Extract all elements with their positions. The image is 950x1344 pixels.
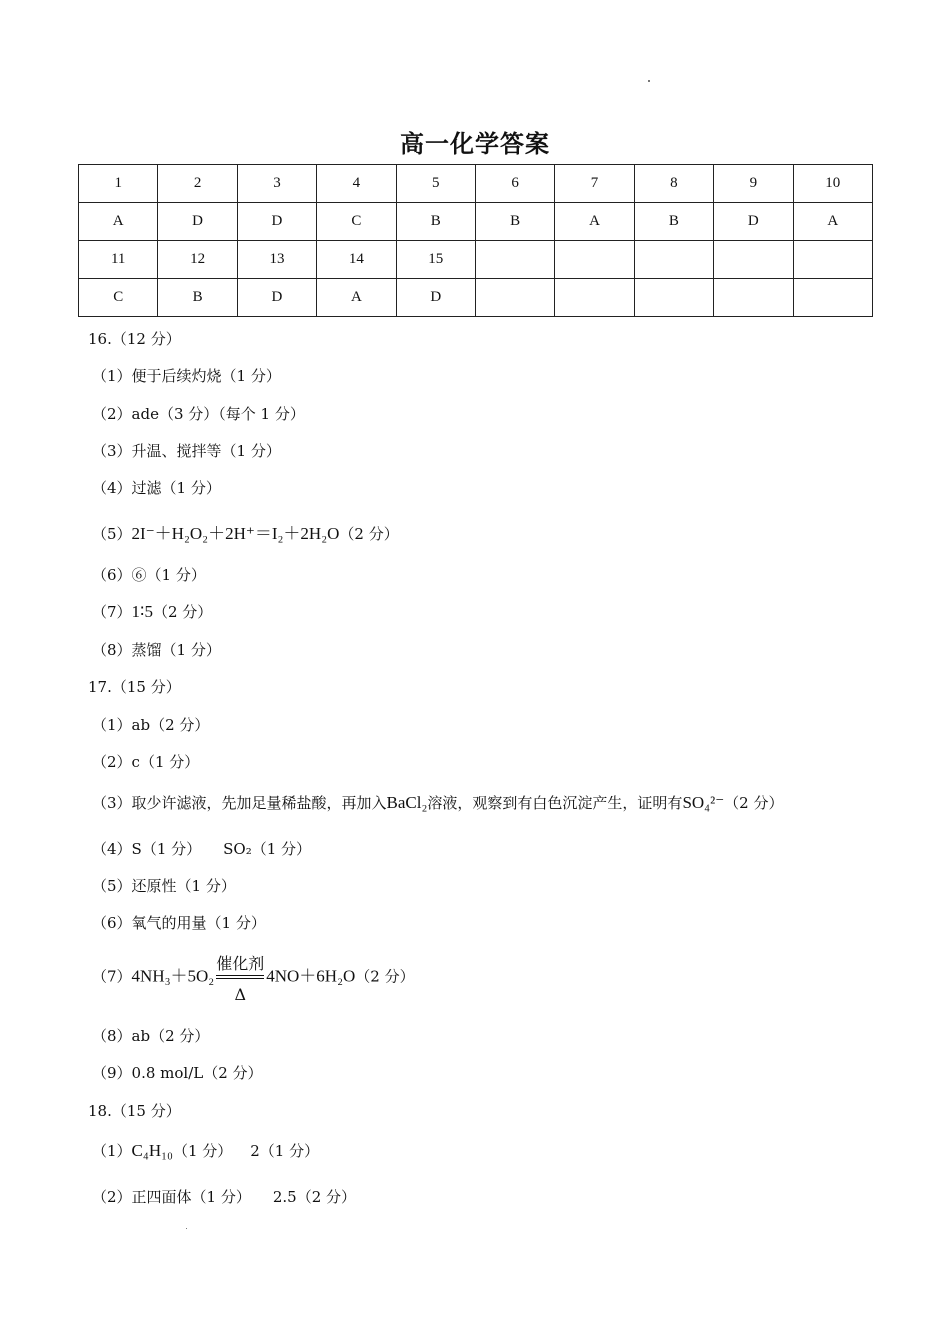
answer-table-cell: 2 — [158, 165, 237, 203]
answer-table-cell: A — [317, 279, 396, 317]
q18-answer-1-formula: C₄H₁₀ — [131, 1141, 173, 1160]
q17-answer-2: （2）c（1 分） — [92, 753, 200, 771]
answer-table-cell: B — [396, 203, 475, 241]
answer-table-cell — [793, 241, 872, 279]
q17-answer-7 — [92, 951, 415, 1004]
answer-table-cell: C — [79, 279, 158, 317]
answer-table-cell: 3 — [237, 165, 316, 203]
answer-table-row — [79, 241, 873, 279]
q16-answer-8: （8）蒸馏（1 分） — [92, 641, 221, 659]
q18-answer-1-label: （1） — [92, 1142, 132, 1160]
answer-table-cell: B — [634, 203, 713, 241]
answer-table-cell: D — [714, 203, 793, 241]
q18-header: 18.（15 分） — [88, 1102, 181, 1120]
q17-answer-3-mid: 溶液，观察到有白色沉淀产生，证明有 — [427, 794, 683, 812]
catalyst-label: 催化剂 — [216, 954, 265, 973]
q18-answer-2 — [92, 1186, 356, 1207]
reaction-condition — [216, 951, 264, 1004]
q17-answer-6: （6）氧气的用量（1 分） — [92, 914, 266, 932]
answer-table-cell — [714, 241, 793, 279]
answer-table-row — [79, 165, 873, 203]
q17-answer-9: （9）0.8 mol/L（2 分） — [92, 1064, 263, 1082]
q16-answer-3: （3）升温、搅拌等（1 分） — [92, 442, 281, 460]
answer-table-cell: 5 — [396, 165, 475, 203]
q16-answer-7 — [92, 601, 212, 622]
q17-answer-7-score: （2 分） — [355, 967, 415, 986]
q17-answer-3-text: （3）取少许滤液，先加足量稀盐酸，再加入 — [92, 794, 387, 812]
scan-dot — [648, 80, 650, 82]
q17-answer-8: （8）ab（2 分） — [92, 1027, 210, 1045]
q17-answer-4 — [92, 838, 311, 859]
q16-answer-2: （2）ade（3 分）（每个 1 分） — [92, 405, 305, 423]
answer-table-cell: B — [158, 279, 237, 317]
q18-answer-2-part-a: （2）正四面体（1 分） — [92, 1188, 251, 1206]
answer-table-cell: 1 — [79, 165, 158, 203]
answer-table-cell: 8 — [634, 165, 713, 203]
answer-table-cell: D — [237, 203, 316, 241]
answer-table-row — [79, 203, 873, 241]
q16-answer-7-score: （2 分） — [152, 603, 213, 621]
q18-answer-2-part-b: 2.5（2 分） — [272, 1188, 357, 1206]
q17-answer-3-ion: SO₄²⁻ — [682, 793, 725, 812]
scan-dot — [186, 1228, 187, 1229]
answer-table-cell: 12 — [158, 241, 237, 279]
q17-answer-3-score: （2 分） — [724, 794, 784, 812]
answer-table-row — [79, 279, 873, 317]
q16-answer-7-label: （7） — [92, 603, 132, 621]
answer-table-cell — [555, 241, 634, 279]
q17-answer-7-label: （7） — [92, 967, 132, 986]
q17-header: 17.（15 分） — [88, 678, 181, 696]
answer-table-cell: B — [475, 203, 554, 241]
heat-symbol: Δ — [234, 985, 247, 1004]
answer-table-cell: D — [396, 279, 475, 317]
q16-answer-5-score: （2 分） — [339, 525, 399, 543]
answer-table-cell: 9 — [714, 165, 793, 203]
q18-answer-1 — [92, 1140, 319, 1161]
q17-answer-4-part-a: （4）S（1 分） — [92, 840, 202, 858]
q18-answer-1-score: （1 分） — [172, 1142, 233, 1160]
q18-answer-1-part-b: 2（1 分） — [250, 1142, 320, 1160]
answer-table-cell: 11 — [79, 241, 158, 279]
answer-table-cell: 14 — [317, 241, 396, 279]
q17-answer-1: （1）ab（2 分） — [92, 716, 210, 734]
q16-answer-5 — [92, 519, 399, 544]
answer-table-cell: C — [317, 203, 396, 241]
answer-table-cell — [793, 279, 872, 317]
page-title: 高一化学答案 — [400, 129, 550, 158]
q16-answer-5-equation: 2I⁻＋H₂O₂＋2H⁺＝I₂＋2H₂O — [131, 524, 340, 543]
q16-answer-5-label: （5） — [92, 525, 132, 543]
answer-table-cell — [714, 279, 793, 317]
q17-answer-3-reagent: BaCl₂ — [386, 793, 428, 812]
q16-answer-6: （6）⑥（1 分） — [92, 566, 206, 584]
q17-answer-3 — [92, 792, 783, 813]
q17-answer-4-part-b: SO₂（1 分） — [223, 840, 312, 858]
answer-table-cell — [634, 241, 713, 279]
answer-table-cell: D — [158, 203, 237, 241]
answer-table-cell — [555, 279, 634, 317]
q17-answer-7-lhs: 4NH₃＋5O₂ — [131, 966, 215, 986]
q17-answer-5: （5）还原性（1 分） — [92, 877, 236, 895]
answer-table-cell — [634, 279, 713, 317]
q17-answer-7-rhs: 4NO＋6H₂O — [266, 966, 356, 986]
answer-table-cell: 13 — [237, 241, 316, 279]
q16-answer-1: （1）便于后续灼烧（1 分） — [92, 367, 281, 385]
answer-table-cell — [475, 279, 554, 317]
answer-table-cell: A — [555, 203, 634, 241]
answer-table-cell: 15 — [396, 241, 475, 279]
answer-table-cell: 4 — [317, 165, 396, 203]
answer-table-cell: 10 — [793, 165, 872, 203]
answer-table-cell: A — [79, 203, 158, 241]
answer-table-cell: A — [793, 203, 872, 241]
q16-answer-7-ratio: 1∶5 — [131, 602, 153, 621]
answer-table — [78, 164, 873, 317]
answer-table-cell — [475, 241, 554, 279]
q16-header: 16.（12 分） — [88, 330, 181, 348]
answer-table-cell: 7 — [555, 165, 634, 203]
answer-table-cell: D — [237, 279, 316, 317]
answer-table-cell: 6 — [475, 165, 554, 203]
q16-answer-4: （4）过滤（1 分） — [92, 479, 221, 497]
